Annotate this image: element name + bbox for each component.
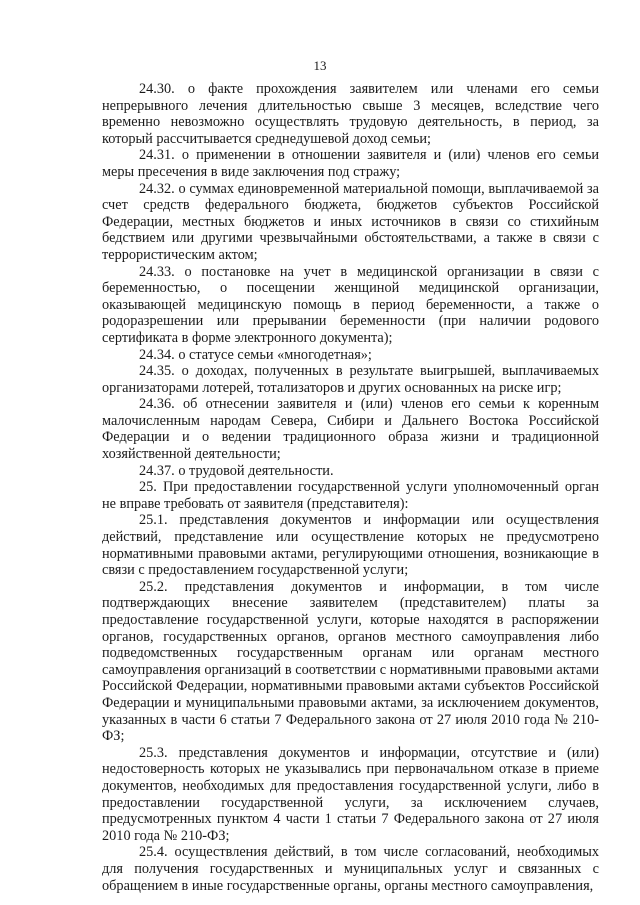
paragraph-24-34: 24.34. о статусе семьи «многодетная»; — [139, 346, 372, 363]
paragraph-24-32: 24.32. о суммах единовременной материальной помощи, выплачиваемой за счет средств федерального бюджета, бюджетов субъектов Российской Федерации, местных бюджетов и иных источников в связи со стихийным бедствием или другими чрезвычайными обстоятельствами, а также в связи с террористическим актом; — [102, 180, 599, 263]
page-number: 13 — [313, 58, 327, 73]
paragraph-24-36: 24.36. об отнесении заявителя и (или) членов его семьи к коренным малочисленным народам Севера, Сибири и Дальнего Востока Российской Федерации и о ведении традиционного образа жизни и традиционной хозяйственной деятельности; — [102, 396, 599, 463]
paragraph-25-3: 25.3. представления документов и информации, отсутствие и (или) недостоверность которых не указывались при первоначальном отказе в приеме документов, необходимых для предоставления государственной услуги, либо в предоставлении государственной услуги, за исключением случаев, предусмотренных пунктом 4 части 1 статьи 7 Федерального закона от 27 июля 2010 года № 210-ФЗ; — [102, 744, 599, 844]
paragraph-25: 25. При предоставлении государственной услуги уполномоченный орган не вправе требовать от заявителя (представителя): — [102, 479, 599, 512]
paragraph-24-30: 24.30. о факте прохождения заявителем или членами его семьи непрерывного лечения длительностью свыше 3 месяцев, вследствие чего временно невозможно осуществлять трудовую деятельность, в период, за который рассчитывается среднедушевой доход семьи; — [102, 81, 599, 147]
paragraph-25-2: 25.2. представления документов и информации, в том числе подтверждающих внесение заявителем (представителем) платы за предоставление государственной услуги, которые находятся в распоряжении органов, государственных органов, органов местного самоуправления либо подведомственных государственным органам или органам местного самоуправления организаций в соответствии с нормативными правовыми актами Российской Федерации, нормативными правовыми актами субъектов Российской Федерации и муниципальными правовыми актами, за исключением документов, указанных в части 6 статьи 7 Федерального закона от 27 июля 2010 года № 210-ФЗ; — [102, 578, 599, 745]
paragraph-24-37: 24.37. о трудовой деятельности. — [139, 462, 334, 479]
paragraph-25-4: 25.4. осуществления действий, в том числе согласований, необходимых для получения государственных и муниципальных услуг и связанных с обращением в иные государственные органы, органы местного самоуправления, — [102, 844, 599, 894]
paragraph-24-35: 24.35. о доходах, полученных в результате выигрышей, выплачиваемых организаторами лотерей, тотализаторов и других основанных на риске игр; — [102, 363, 599, 396]
paragraph-24-33: 24.33. о постановке на учет в медицинской организации в связи с беременностью, о посещении женщиной медицинской организации, оказывающей медицинскую помощь в период беременности, а также о родоразрешении или прерывании беременности (при наличии родового сертификата в форме электронного документа); — [102, 263, 599, 346]
paragraph-25-1: 25.1. представления документов и информации или осуществления действий, представление или осуществление которых не предусмотрено нормативными правовыми актами, регулирующими отношения, возникающие в связи с предоставлением государственной услуги; — [102, 512, 599, 579]
document-body — [102, 81, 599, 894]
paragraph-24-31: 24.31. о применении в отношении заявителя и (или) членов его семьи меры пресечения в виде заключения под стражу; — [102, 147, 599, 180]
